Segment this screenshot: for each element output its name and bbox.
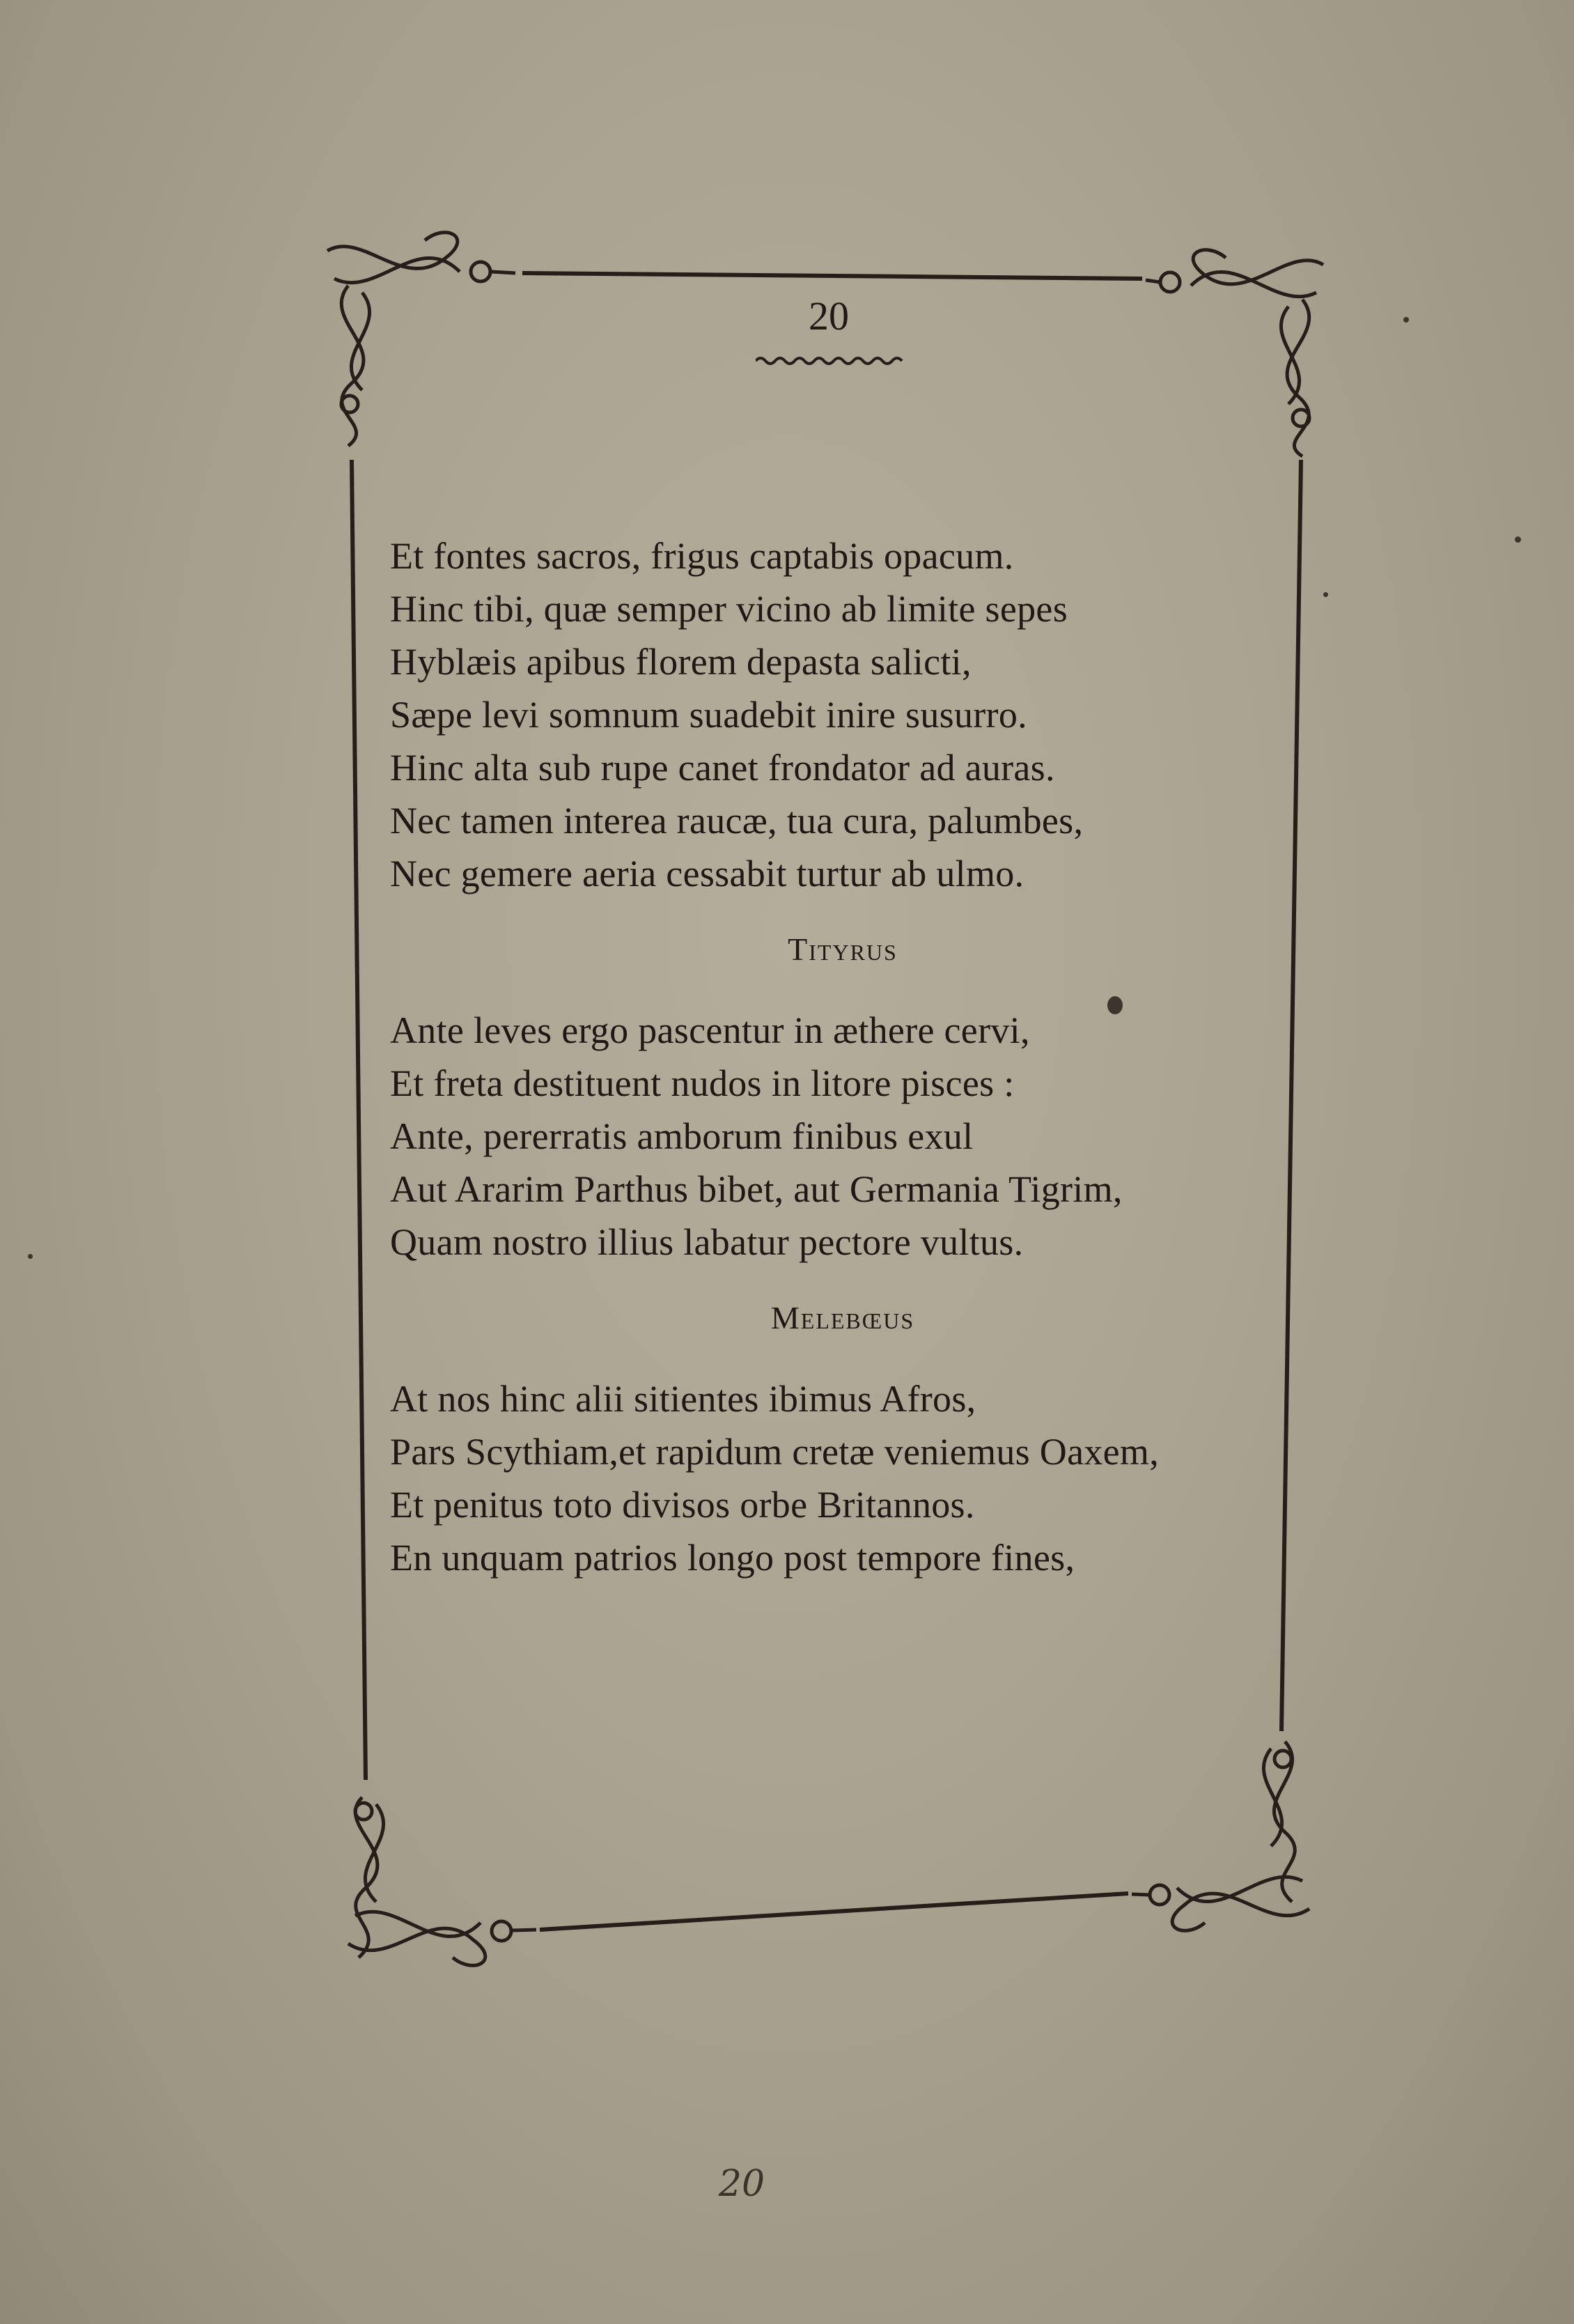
verse-line: Hinc alta sub rupe canet frondator ad auras. xyxy=(390,747,1055,789)
verse-line: Nec tamen interea raucæ, tua cura, palumbes, xyxy=(390,800,1084,842)
speaker-heading-meleboeus: Melebœus xyxy=(770,1300,915,1335)
verse-line: Pars Scythiam,et rapidum cretæ veniemus Oaxem, xyxy=(390,1431,1160,1473)
corner-ornament-bottom-left xyxy=(348,1797,536,1965)
stanza xyxy=(390,529,1295,900)
stanza xyxy=(390,1372,1295,1584)
page-number: 20 xyxy=(809,293,849,339)
verse-line: Quam nostro illius labatur pectore vultus. xyxy=(390,1221,1024,1263)
corner-ornament-top-right xyxy=(1146,250,1323,456)
stanza xyxy=(390,1004,1295,1269)
handwritten-page-number: 20 xyxy=(718,2163,765,2205)
verse-line: Sæpe levi somnum suadebit inire susurro. xyxy=(390,694,1027,736)
verse-line: Ante leves ergo pascentur in æthere cervi, xyxy=(390,1009,1030,1051)
verse-line: Et fontes sacros, frigus captabis opacum. xyxy=(390,535,1014,577)
speaker-heading-tityrus: Tityrus xyxy=(788,931,898,967)
verse-line: Aut Ararim Parthus bibet, aut Germania Tigrim, xyxy=(390,1168,1123,1210)
verse-line: At nos hinc alii sitientes ibimus Afros, xyxy=(390,1378,976,1420)
poem-text xyxy=(390,529,1295,1584)
verse-line: En unquam patrios longo post tempore fines, xyxy=(390,1537,1075,1579)
verse-line: Et freta destituent nudos in litore pisces : xyxy=(390,1062,1015,1104)
verse-line: Hyblæis apibus florem depasta salicti, xyxy=(390,641,972,683)
verse-line: Ante, pererratis amborum finibus exul xyxy=(390,1115,974,1157)
corner-ornament-top-left xyxy=(327,233,515,446)
corner-ornament-bottom-right xyxy=(1132,1742,1309,1930)
verse-line: Hinc tibi, quæ semper vicino ab limite sepes xyxy=(390,588,1068,630)
verse-line: Et penitus toto divisos orbe Britannos. xyxy=(390,1484,975,1526)
verse-line: Nec gemere aeria cessabit turtur ab ulmo. xyxy=(390,853,1024,894)
ornamental-wave-rule xyxy=(756,354,905,368)
